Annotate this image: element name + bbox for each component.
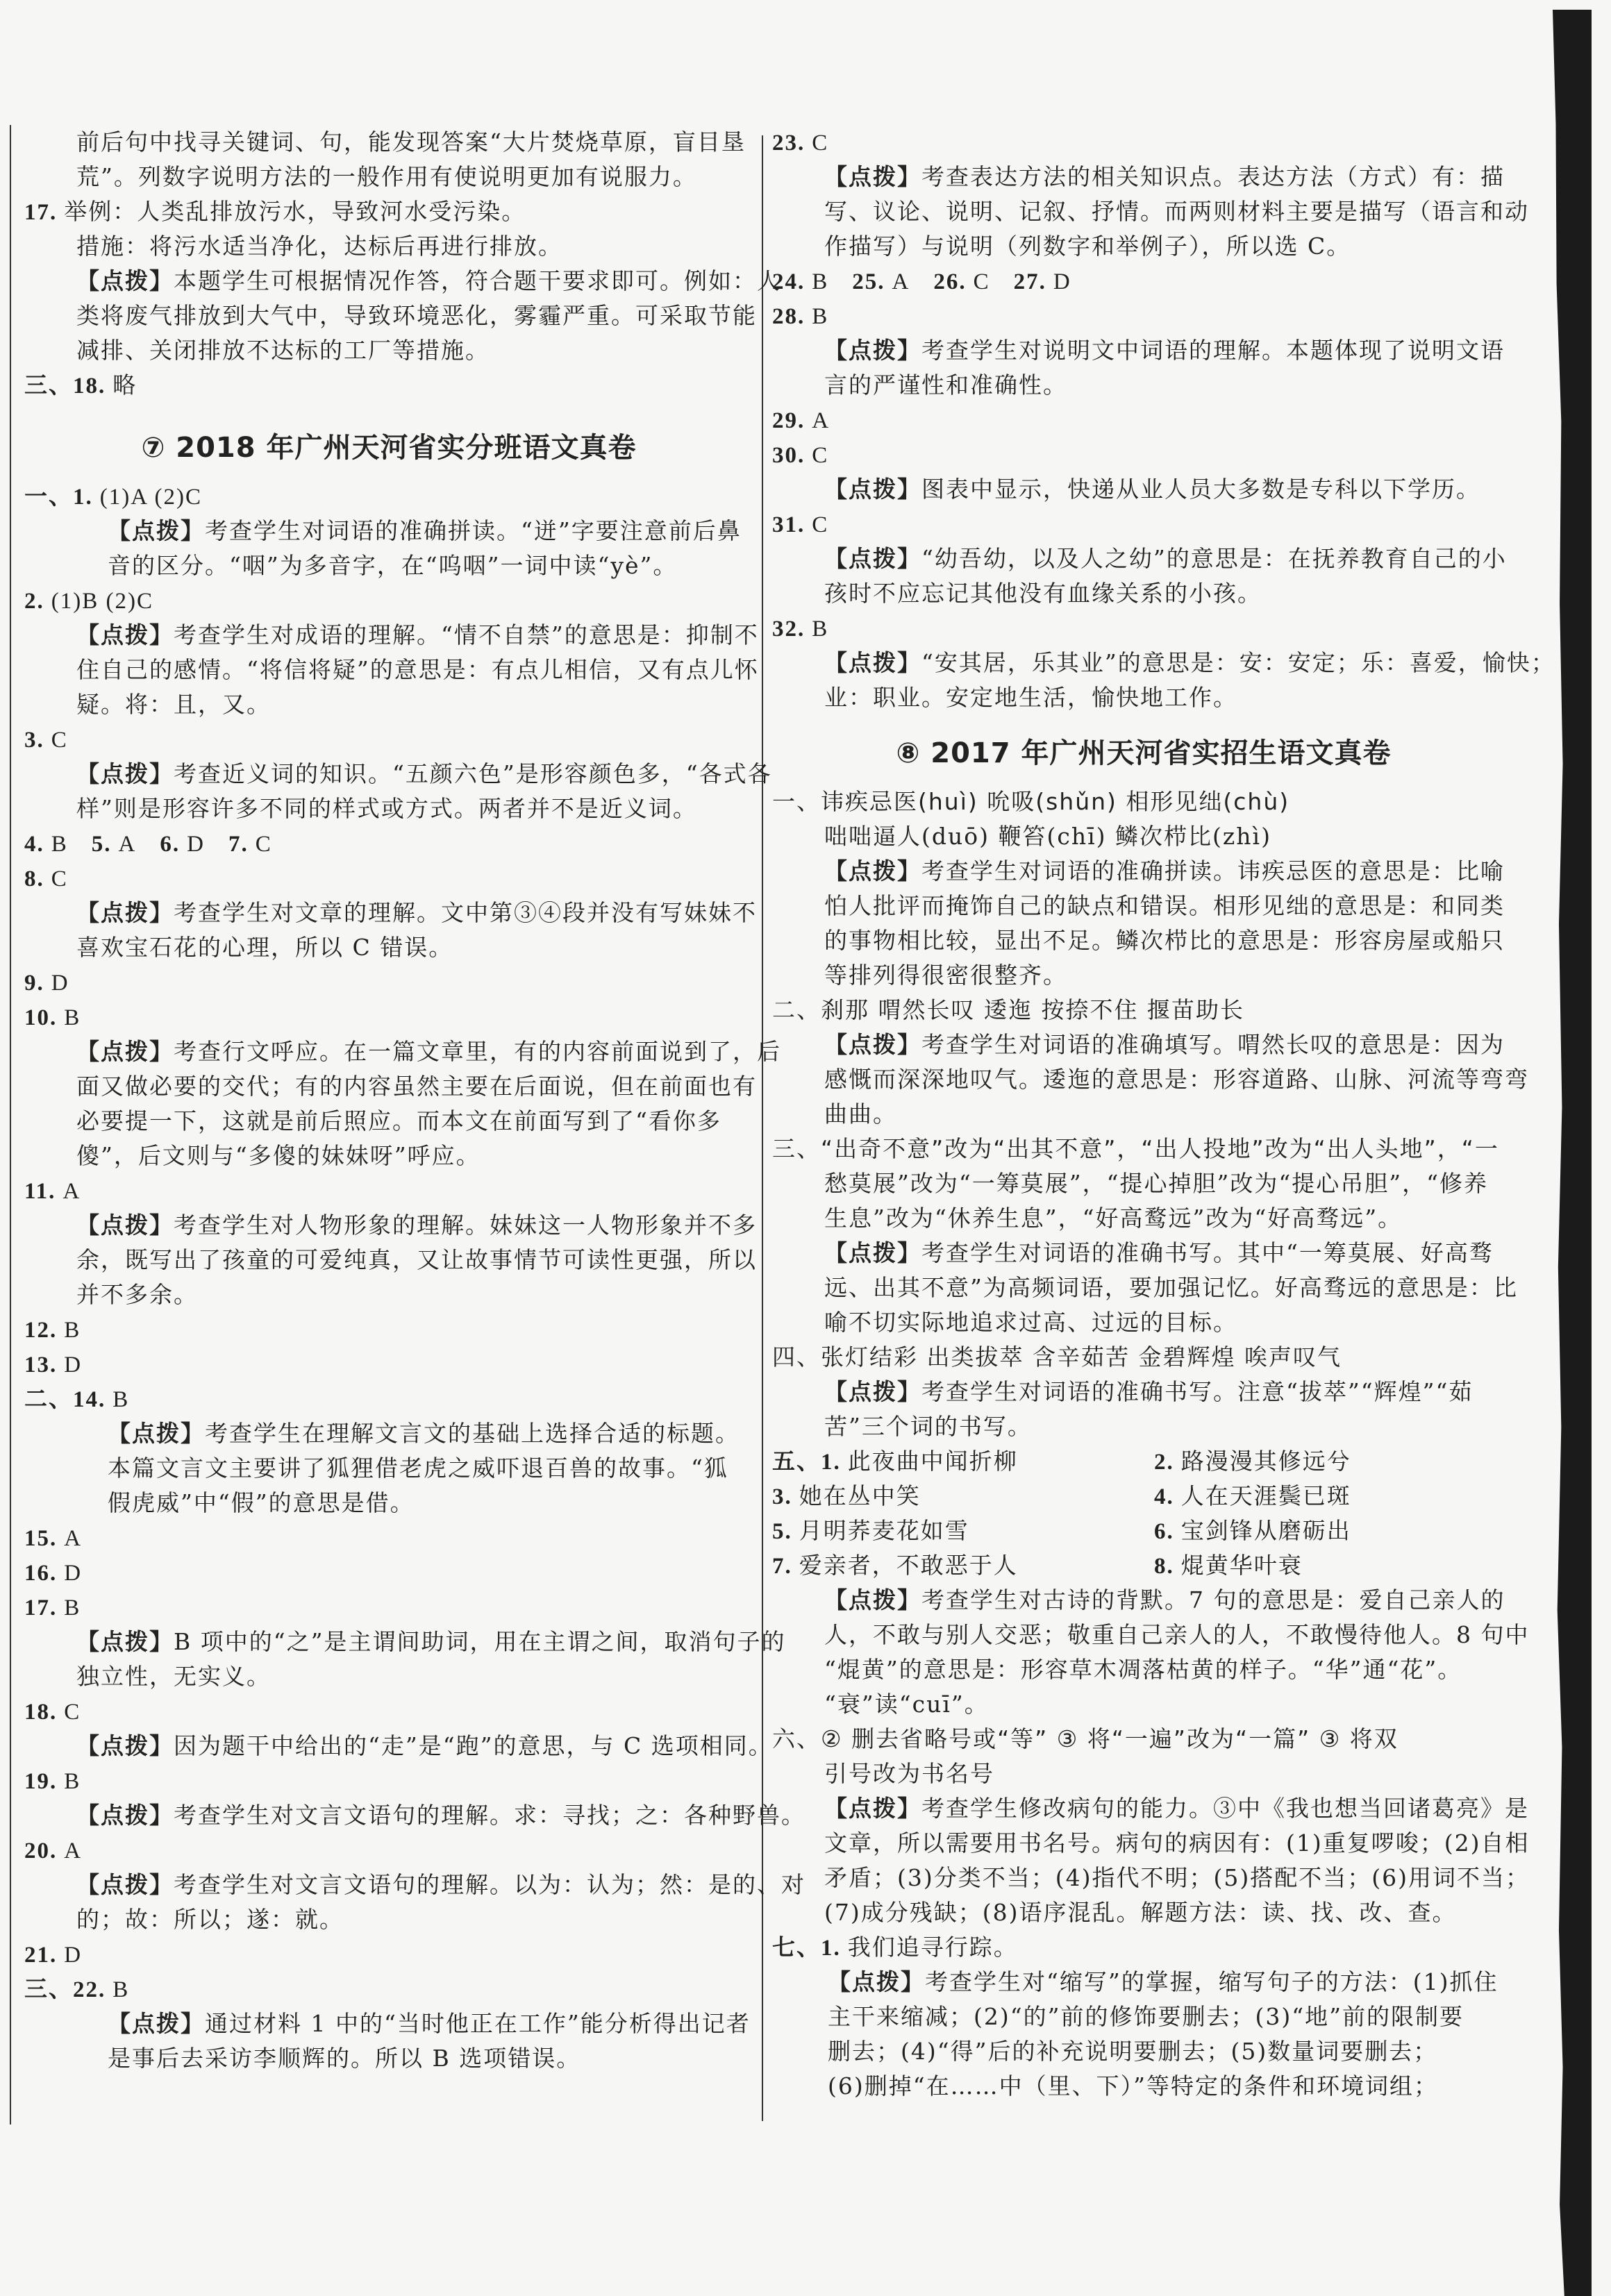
- right-column: [772, 125, 1555, 2104]
- text-line: 咄咄逼人(duō) 鞭笞(chī) 鳞次栉比(zhì): [824, 823, 1271, 850]
- explanation-tag: 【点拨】: [76, 760, 174, 787]
- question-number: 3.: [24, 728, 44, 753]
- explanation-line: [772, 472, 1515, 507]
- answer-text: (1)B (2)C: [51, 589, 153, 614]
- answer-text: C: [51, 728, 68, 753]
- explanation-text: 考查学生对古诗的背默。7 句的意思是：爱自己亲人的: [921, 1586, 1505, 1614]
- poem-answer-row: [772, 1444, 1515, 1479]
- poem-answer-right: [1154, 1444, 1351, 1480]
- answer-text: B: [64, 1769, 81, 1794]
- explanation-tag: 【点拨】: [76, 267, 174, 294]
- text-line: 喜欢宝石花的心理，所以 C 错误。: [76, 934, 453, 961]
- answer-item: [24, 1937, 753, 1972]
- explanation-text: 考查学生对成语的理解。“情不自禁”的意思是：抑制不: [174, 621, 759, 648]
- answer-item: [24, 1520, 753, 1555]
- explanation-tag: 【点拨】: [828, 1968, 925, 1995]
- answer-text: A: [64, 1838, 83, 1863]
- answer-line: 六、② 删去省略号或“等” ③ 将“一遍”改为“一篇” ③ 将双: [772, 1725, 1399, 1752]
- explanation-line: [24, 1034, 781, 1069]
- explanation-tag: 【点拨】: [824, 1586, 921, 1614]
- explanation-text: 考查学生对词语的准确拼读。“迸”字要注意前后鼻: [205, 517, 742, 544]
- explanation-text: 考查学生对词语的准确书写。注意“拔萃”“辉煌”“茹: [921, 1378, 1474, 1405]
- question-number: 17.: [24, 200, 58, 225]
- question-number: 二、14.: [24, 1387, 106, 1412]
- answer-item: [24, 1347, 753, 1382]
- poem-answer-row: [772, 1479, 1515, 1514]
- explanation-line: [772, 1791, 1529, 1826]
- question-number: 30.: [772, 443, 806, 468]
- answer-item: [24, 1555, 753, 1590]
- explanation-tag: 【点拨】: [824, 337, 921, 364]
- answer-text: 举例：人类乱排放污水，导致河水受污染。: [64, 200, 526, 225]
- text-line: 愁莫展”改为“一筹莫展”，“提心掉胆”改为“提心吊胆”，“修养: [824, 1170, 1488, 1197]
- poem-answer-right: [1154, 1548, 1303, 1584]
- text-line: 感慨而深深地叹气。逶迤的意思是：形容道路、山脉、河流等弯弯: [824, 1066, 1529, 1093]
- explanation-text: “幼吾幼，以及人之幼”的意思是：在抚养教育自己的小: [921, 545, 1507, 572]
- text-line: 作描写）与说明（列数字和举例子），所以选 C。: [824, 233, 1351, 260]
- text-line: 业：职业。安定地生活，愉快地工作。: [824, 684, 1237, 711]
- poem-answer-right: [1154, 1479, 1351, 1514]
- answer-text: 我们追寻行踪。: [847, 1936, 1018, 1961]
- text-line: 是事后去采访李顺辉的。所以 B 选项错误。: [108, 2045, 581, 2072]
- text-line: 删去；(4)“得”后的补充说明要删去；(5)数量词要删去；: [828, 2038, 1438, 2065]
- answer-text: B: [812, 304, 829, 329]
- question-number: 五、1.: [772, 1450, 841, 1475]
- explanation-line: [24, 1798, 806, 1833]
- explanation-line: [24, 264, 781, 299]
- poem-answer-right: [1154, 1514, 1351, 1549]
- answer-text: D: [64, 1943, 83, 1968]
- answer-item: [24, 368, 753, 403]
- answer-item: [24, 861, 753, 896]
- question-number: 21.: [24, 1943, 58, 1968]
- answer-text: A: [62, 1179, 81, 1204]
- explanation-tag: 【点拨】: [108, 517, 205, 544]
- answer-text: 略: [112, 374, 137, 399]
- question-number: 13.: [24, 1352, 58, 1377]
- question-number: 20.: [24, 1838, 58, 1863]
- text-line: 言的严谨性和准确性。: [824, 371, 1067, 399]
- text-line: 的；故：所以；遂：就。: [76, 1906, 344, 1933]
- explanation-line: [24, 1868, 806, 1902]
- text-line: 音的区分。“咽”为多音字，在“呜咽”一词中读“yè”。: [108, 552, 678, 579]
- text-line: 措施：将污水适当净化，达标后再进行排放。: [76, 233, 562, 260]
- text-line: 住自己的感情。“将信将疑”的意思是：有点儿相信，又有点儿怀: [76, 656, 759, 683]
- question-number: 一、1.: [24, 485, 93, 510]
- left-margin-rule: [10, 125, 11, 2125]
- explanation-tag: 【点拨】: [76, 1212, 174, 1239]
- answer-text: B: [64, 1318, 81, 1343]
- question-number: 15.: [24, 1526, 58, 1551]
- question-number: 2.: [1154, 1450, 1174, 1475]
- answer-text: B: [64, 1005, 81, 1030]
- question-number: 2.: [24, 589, 44, 614]
- answer-item: [24, 1833, 753, 1868]
- answer-text: 她在丛中笑: [799, 1482, 921, 1509]
- explanation-line: [772, 1028, 1515, 1062]
- answer-text: C: [51, 866, 68, 891]
- explanation-text: 通过材料 1 中的“当时他正在工作”能分析得出记者: [205, 2010, 751, 2037]
- question-number: 6.: [1154, 1519, 1174, 1544]
- explanation-line: [772, 854, 1515, 889]
- answer-text: B: [812, 269, 829, 294]
- text-line: “衰”读“cuī”。: [824, 1691, 989, 1718]
- answer-text: D: [64, 1352, 83, 1377]
- explanation-text: 考查行文呼应。在一篇文章里，有的内容前面说到了，后: [174, 1038, 781, 1065]
- explanation-text: 考查学生对词语的准确拼读。讳疾忌医的意思是：比喻: [921, 857, 1505, 885]
- explanation-text: 考查学生在理解文言文的基础上选择合适的标题。: [205, 1420, 740, 1447]
- answer-text: C: [812, 512, 829, 537]
- explanation-tag: 【点拨】: [824, 1795, 921, 1822]
- answer-item: [24, 1972, 753, 2006]
- text-line: 余，既写出了孩童的可爱纯真，又让故事情节可读性更强，所以: [76, 1246, 757, 1273]
- explanation-tag: 【点拨】: [76, 1732, 174, 1759]
- question-number: 10.: [24, 1005, 58, 1030]
- text-line: (6)删掉“在……中（里、下）”等特定的条件和环境词组；: [828, 2072, 1438, 2100]
- explanation-line: [24, 1416, 753, 1451]
- answer-text: 爱亲者，不敢恶于人: [799, 1552, 1018, 1579]
- explanation-line: [24, 618, 759, 653]
- question-number: 4.: [1154, 1484, 1174, 1509]
- question-number: 31.: [772, 512, 806, 537]
- answer-item: [772, 299, 1515, 333]
- text-line: 荒”。列数字说明方法的一般作用有使说明更加有说服力。: [76, 163, 697, 190]
- answer-text: A: [118, 832, 137, 857]
- answer-text: B: [812, 617, 829, 642]
- explanation-text: 本题学生可根据情况作答，符合题干要求即可。例如：人: [174, 267, 781, 294]
- answer-text: C: [812, 443, 829, 468]
- text-line: 并不多余。: [76, 1281, 198, 1308]
- text-line: 苦”三个词的书写。: [824, 1413, 1032, 1440]
- text-line: 喻不切实际地追求过高、过远的目标。: [824, 1309, 1237, 1336]
- explanation-tag: 【点拨】: [824, 163, 921, 190]
- explanation-tag: 【点拨】: [76, 899, 174, 926]
- answer-item: [772, 611, 1515, 646]
- question-number: 7.: [772, 1554, 792, 1579]
- answer-item: [772, 125, 1515, 160]
- explanation-text: 考查学生对说明文中词语的理解。本题体现了说明文语: [921, 337, 1505, 364]
- answer-text: (1)A (2)C: [99, 485, 202, 510]
- explanation-text: B 项中的“之”是主谓间助词，用在主谓之间，取消句子的: [174, 1628, 786, 1655]
- poem-answer-row: [772, 1548, 1515, 1583]
- answer-item: [24, 1382, 753, 1416]
- question-number: 11.: [24, 1179, 56, 1204]
- explanation-tag: 【点拨】: [76, 1871, 174, 1898]
- text-line: 文章，所以需要用书名号。病句的病因有：(1)重复啰唆；(2)自相: [824, 1829, 1530, 1857]
- text-line: (7)成分残缺；(8)语序混乱。解题方法：读、找、改、查。: [824, 1899, 1457, 1926]
- explanation-tag: 【点拨】: [824, 545, 921, 572]
- answer-item: [772, 403, 1515, 437]
- answer-item: [24, 1173, 753, 1208]
- answer-item: [24, 1000, 753, 1034]
- answer-text: 焜黄华叶衰: [1180, 1552, 1303, 1579]
- explanation-tag: 【点拨】: [824, 476, 921, 503]
- explanation-line: [24, 514, 753, 548]
- answer-text: 人在天涯鬓已斑: [1180, 1482, 1351, 1509]
- question-number: 7.: [228, 832, 249, 857]
- explanation-tag: 【点拨】: [76, 621, 174, 648]
- question-number: 三、18.: [24, 374, 106, 399]
- answer-item: [24, 1763, 753, 1798]
- answer-text: D: [64, 1561, 83, 1586]
- explanation-tag: 【点拨】: [824, 1239, 921, 1266]
- question-number: 16.: [24, 1561, 58, 1586]
- question-number: 12.: [24, 1318, 58, 1343]
- answer-text: D: [1053, 269, 1071, 294]
- explanation-line: [772, 333, 1515, 368]
- answer-text: 此夜曲中闻折柳: [847, 1448, 1018, 1475]
- question-number: 23.: [772, 131, 806, 156]
- text-line: 矛盾；(3)分类不当；(4)指代不明；(5)搭配不当；(6)用词不当；: [824, 1864, 1530, 1891]
- answer-item: [772, 1930, 1515, 1965]
- explanation-text: 因为题干中给出的“走”是“跑”的意思，与 C 选项相同。: [174, 1732, 773, 1759]
- text-line: 减排、关闭排放不达标的工厂等措施。: [76, 337, 490, 364]
- text-line: 疑。将：且，又。: [76, 691, 271, 718]
- explanation-tag: 【点拨】: [824, 857, 921, 885]
- answer-item: [24, 1590, 753, 1625]
- answer-item-group: [24, 826, 753, 861]
- answer-text: D: [51, 971, 69, 996]
- poem-answer-row: [772, 1514, 1515, 1548]
- text-line: 傻”，后文则与“多傻的妹妹呀”呼应。: [76, 1142, 481, 1169]
- answer-text: B: [112, 1977, 130, 2002]
- explanation-text: 考查学生对“缩写”的掌握，缩写句子的方法：(1)抓住: [925, 1968, 1499, 1995]
- explanation-text: “安其居，乐其业”的意思是：安：安定；乐：喜爱，愉快；: [921, 649, 1555, 676]
- answer-text: B: [64, 1595, 81, 1620]
- explanation-line: [772, 1375, 1515, 1409]
- text-line: 独立性，无实义。: [76, 1663, 271, 1690]
- answer-text: A: [892, 269, 910, 294]
- question-number: 5.: [772, 1519, 792, 1544]
- answer-text: C: [812, 131, 829, 156]
- explanation-line: [772, 1236, 1515, 1271]
- text-line: 远、出其不意”为高频词语，要加强记忆。好高骛远的意思是：比: [824, 1274, 1518, 1301]
- question-number: 27.: [1013, 269, 1046, 294]
- text-line: 等排列得很密很整齐。: [824, 962, 1067, 989]
- scan-torn-edge: [1553, 10, 1592, 2296]
- explanation-line: [772, 160, 1515, 194]
- section-title: ⑧ 2017 年广州天河省实招生语文真卷: [896, 737, 1392, 769]
- explanation-text: 考查学生对词语的准确填写。喟然长叹的意思是：因为: [921, 1031, 1505, 1058]
- text-line: 写、议论、说明、记叙、抒情。而两则材料主要是描写（语言和动: [824, 198, 1529, 225]
- explanation-line: [24, 1729, 773, 1763]
- answer-text: 月明荞麦花如雪: [799, 1517, 969, 1544]
- explanation-text: 考查学生对词语的准确书写。其中“一筹莫展、好高骛: [921, 1239, 1494, 1266]
- text-line: 类将废气排放到大气中，导致环境恶化，雾霾严重。可采取节能: [76, 302, 757, 329]
- answer-text: D: [187, 832, 205, 857]
- answer-text: B: [112, 1387, 130, 1412]
- explanation-tag: 【点拨】: [108, 1420, 205, 1447]
- question-number: 6.: [160, 832, 181, 857]
- answer-text: C: [255, 832, 272, 857]
- explanation-line: [772, 1965, 1515, 2000]
- explanation-line: [24, 757, 772, 791]
- explanation-line: [24, 896, 757, 930]
- text-line: 曲曲。: [824, 1100, 897, 1128]
- text-line: 人，不敢与别人交恶；敬重自己亲人的人，不敢慢待他人。8 句中: [824, 1621, 1530, 1648]
- explanation-tag: 【点拨】: [76, 1628, 174, 1655]
- explanation-tag: 【点拨】: [824, 649, 921, 676]
- explanation-text: 考查学生对文言文语句的理解。以为：认为；然：是的、对: [174, 1871, 806, 1898]
- explanation-tag: 【点拨】: [76, 1038, 174, 1065]
- question-number: 28.: [772, 304, 806, 329]
- explanation-text: 考查表达方法的相关知识点。表达方法（方式）有：描: [921, 163, 1505, 190]
- explanation-line: [24, 1625, 786, 1659]
- explanation-line: [772, 542, 1515, 576]
- question-number: 29.: [772, 408, 806, 433]
- question-number: 3.: [772, 1484, 792, 1509]
- text-line: “焜黄”的意思是：形容草木凋落枯黄的样子。“华”通“花”。: [824, 1656, 1462, 1683]
- explanation-line: [772, 1583, 1515, 1618]
- text-line: 面又做必要的交代；有的内容虽然主要在后面说，但在前面也有: [76, 1073, 757, 1100]
- explanation-line: [24, 2006, 753, 2041]
- text-line: 本篇文言文主要讲了狐狸借老虎之威吓退百兽的故事。“狐: [108, 1455, 728, 1482]
- question-number: 8.: [1154, 1554, 1174, 1579]
- answer-text: C: [973, 269, 990, 294]
- answer-line: 三、“出奇不意”改为“出其不意”，“出人投地”改为“出人头地”，“一: [772, 1135, 1499, 1162]
- text-line: 孩时不应忘记其他没有血缘关系的小孩。: [824, 580, 1262, 607]
- text-line: 必要提一下，这就是前后照应。而本文在前面写到了“看你多: [76, 1107, 721, 1134]
- text-line: 的事物相比较，显出不足。鳞次栉比的意思是：形容房屋或船只: [824, 927, 1505, 954]
- section-title: ⑦ 2018 年广州天河省实分班语文真卷: [141, 432, 637, 464]
- explanation-tag: 【点拨】: [824, 1378, 921, 1405]
- answer-text: 宝剑锋从磨砺出: [1180, 1517, 1351, 1544]
- answer-item: [24, 479, 753, 514]
- answer-line: 二、刹那 喟然长叹 逶迤 按捺不住 揠苗助长: [772, 996, 1244, 1023]
- text-line: 生息”改为“休养生息”，“好高鹜远”改为“好高骛远”。: [824, 1205, 1403, 1232]
- question-number: 9.: [24, 971, 44, 996]
- question-number: 七、1.: [772, 1936, 841, 1961]
- question-number: 25.: [852, 269, 885, 294]
- answer-item: [24, 1312, 753, 1347]
- explanation-text: 考查学生对文章的理解。文中第③④段并没有写妹妹不: [174, 899, 757, 926]
- answer-text: 路漫漫其修远兮: [1180, 1448, 1351, 1475]
- answer-item: [24, 965, 753, 1000]
- explanation-text: 图表中显示，快递从业人员大多数是专科以下学历。: [921, 476, 1480, 503]
- answer-item: [24, 194, 753, 229]
- question-number: 17.: [24, 1595, 58, 1620]
- answer-text: C: [64, 1700, 81, 1725]
- question-number: 5.: [91, 832, 112, 857]
- question-number: 8.: [24, 866, 44, 891]
- text-line: 假虎威”中“假”的意思是借。: [108, 1489, 415, 1516]
- question-number: 18.: [24, 1700, 58, 1725]
- question-number: 24.: [772, 269, 806, 294]
- text-line: 前后句中找寻关键词、句，能发现答案“大片焚烧草原，盲目垦: [76, 128, 746, 156]
- answer-item: [772, 437, 1515, 472]
- explanation-text: 考查学生修改病句的能力。③中《我也想当回诸葛亮》是: [921, 1795, 1529, 1822]
- explanation-text: 考查学生对人物形象的理解。妹妹这一人物形象并不多: [174, 1212, 757, 1239]
- explanation-tag: 【点拨】: [108, 2010, 205, 2037]
- answer-line: 四、张灯结彩 出类拔萃 含辛茹苦 金碧辉煌 唉声叹气: [772, 1343, 1342, 1371]
- text-line: 主干来缩减；(2)“的”前的修饰要删去；(3)“地”前的限制要: [828, 2003, 1464, 2030]
- explanation-line: [24, 1208, 757, 1243]
- answer-item: [772, 507, 1515, 542]
- explanation-text: 考查学生对文言文语句的理解。求：寻找；之：各种野兽。: [174, 1802, 806, 1829]
- question-number: 三、22.: [24, 1977, 106, 2002]
- explanation-tag: 【点拨】: [76, 1802, 174, 1829]
- answer-text: A: [64, 1526, 83, 1551]
- answer-item: [24, 583, 753, 618]
- question-number: 4.: [24, 832, 44, 857]
- answer-item: [24, 1694, 753, 1729]
- question-number: 32.: [772, 617, 806, 642]
- answer-text: B: [51, 832, 68, 857]
- question-number: 26.: [933, 269, 967, 294]
- question-number: 19.: [24, 1769, 58, 1794]
- text-line: 引号改为书名号: [824, 1760, 994, 1787]
- answer-text: A: [812, 408, 830, 433]
- answer-line: 一、讳疾忌医(huì) 吮吸(shǔn) 相形见绌(chù): [772, 788, 1290, 815]
- answer-item: [24, 722, 753, 757]
- text-line: 怕人批评而掩饰自己的缺点和错误。相形见绌的意思是：和同类: [824, 892, 1505, 919]
- answer-item-group: [772, 264, 1515, 299]
- explanation-line: [772, 646, 1555, 680]
- explanation-tag: 【点拨】: [824, 1031, 921, 1058]
- explanation-text: 考查近义词的知识。“五颜六色”是形容颜色多，“各式各: [174, 760, 772, 787]
- text-line: 样”则是形容许多不同的样式或方式。两者并不是近义词。: [76, 795, 697, 822]
